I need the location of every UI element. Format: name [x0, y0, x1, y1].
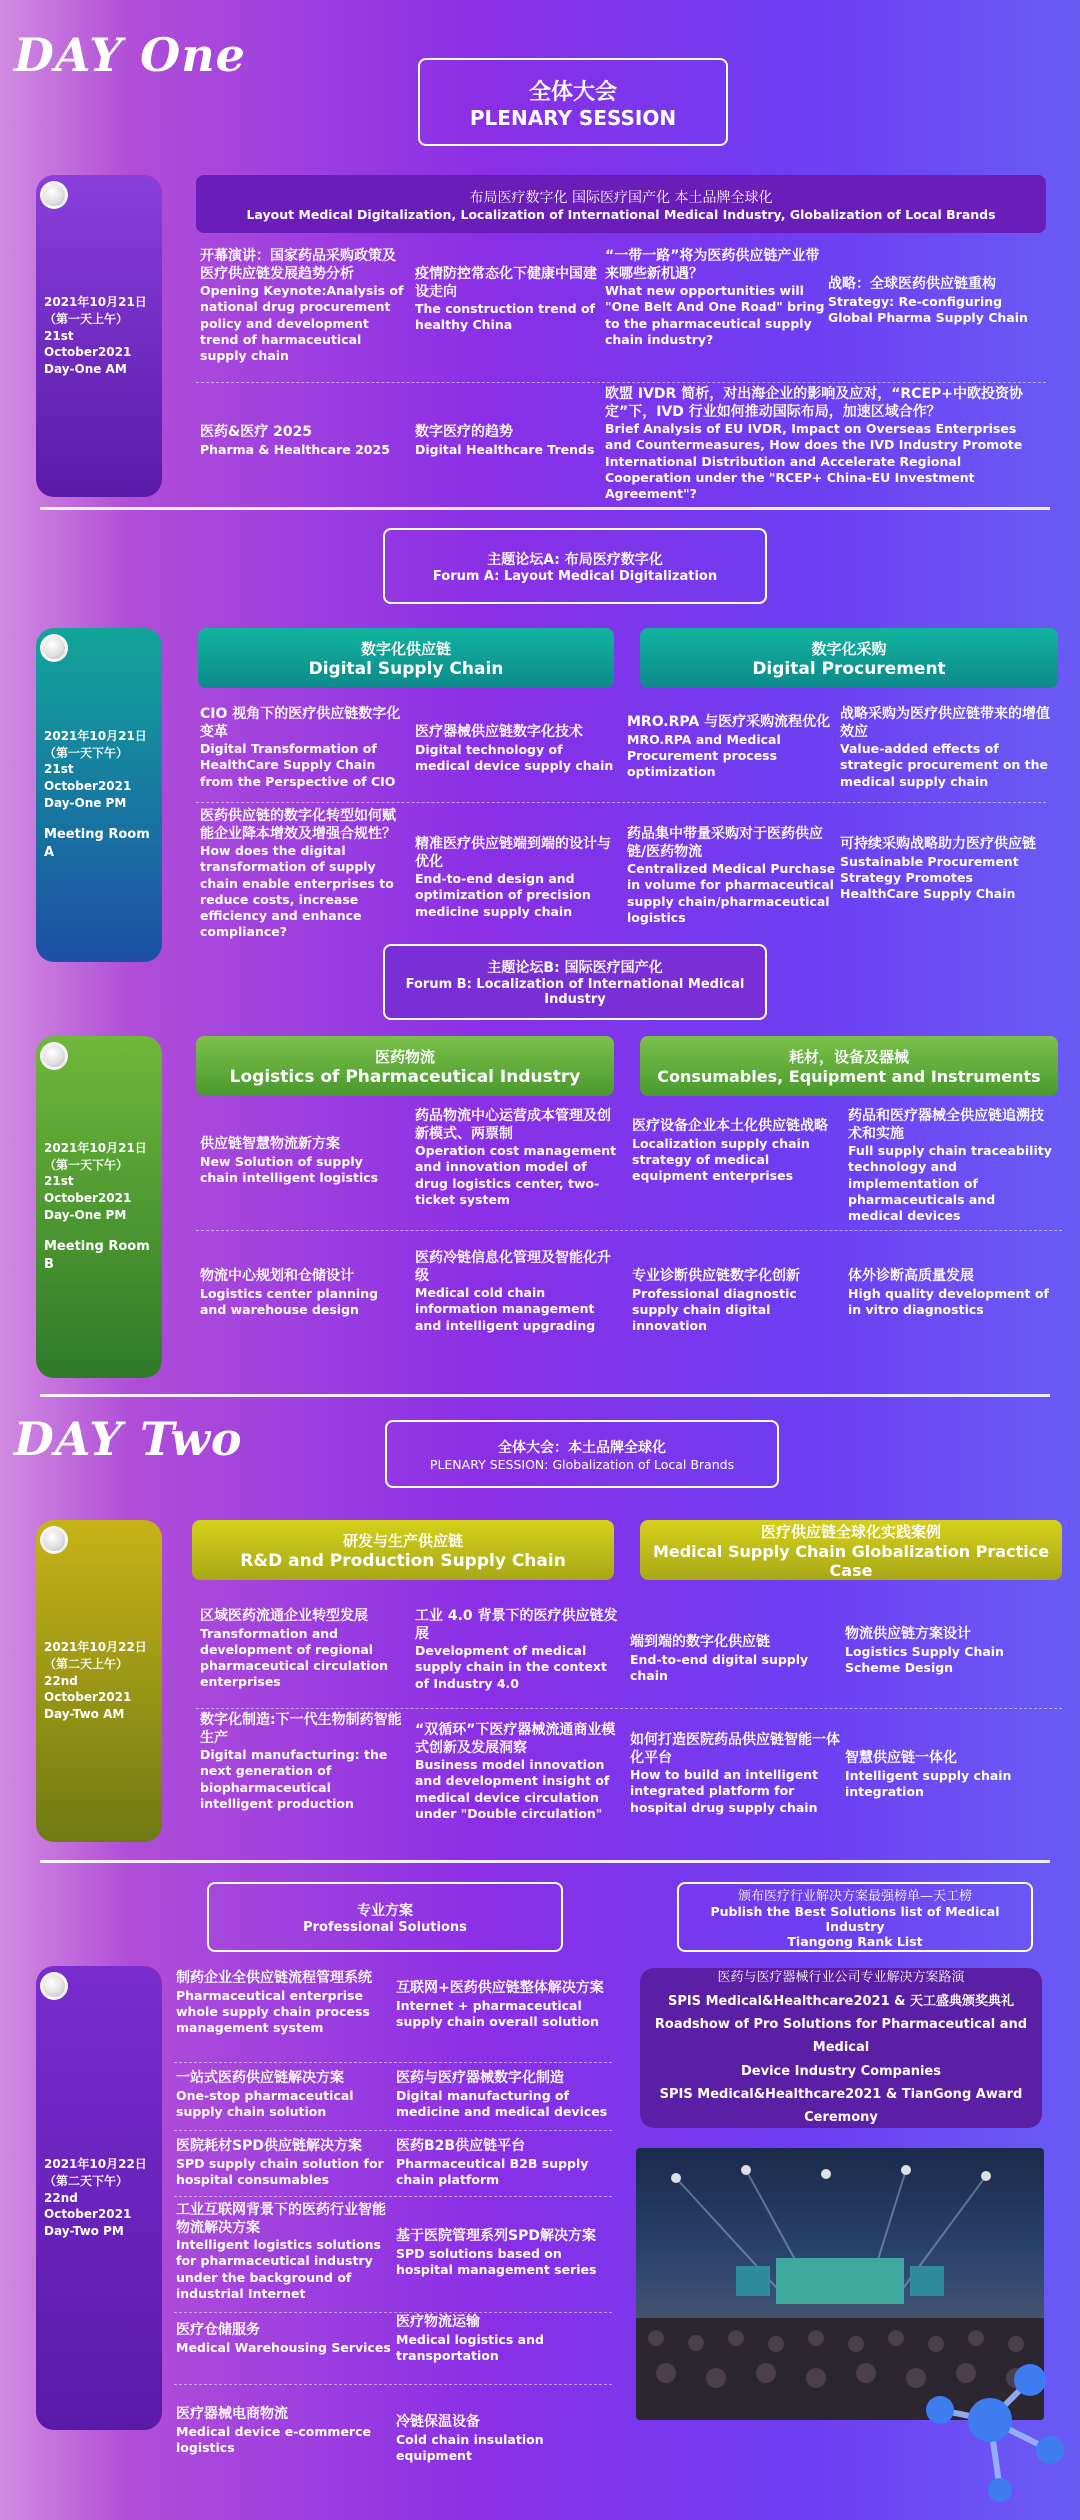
roadshow-line: SPIS Medical&Healthcare2021 & 天工盛典颁奖典礼 [667, 1993, 1015, 2009]
agenda-item: 医疗物流运输 Medical logistics and transportation [396, 2314, 544, 2363]
day2-pm-date-card [36, 1966, 162, 2430]
agenda-item: 供应链智慧物流新方案 New Solution of supply chain intelligent logistics [200, 1136, 379, 1185]
agenda-item: 医药供应链的数字化转型如何赋能企业降本增效及增强合规性？ How does the digital transformation of supply chain enable enterprises to reduce costs, increase efficiency and enhance compliance? [200, 808, 396, 940]
agenda-item: 如何打造医院药品供应链智能一体化平台 How to build an intelligent integrated platform for hospital drug supply chain [630, 1732, 840, 1815]
bullet-dot-icon [40, 1526, 68, 1554]
date-line: 2021年10月21日 [44, 728, 147, 743]
day2-plenary-box [385, 1420, 779, 1488]
agenda-item: 一站式医药供应链解决方案 One-stop pharmaceutical supply chain solution [176, 2070, 354, 2119]
roadshow-box [640, 1968, 1042, 2128]
divider [174, 2384, 612, 2385]
day2-am-date-card [36, 1520, 162, 1842]
date-line: 2021年10月22日 [44, 2157, 147, 2171]
agenda-item: 制药企业全供应链流程管理系统 Pharmaceutical enterprise whole supply chain process management system [176, 1970, 372, 2035]
date-line: Day-Two PM [44, 2224, 124, 2239]
banner-en: Layout Medical Digitalization, Localization of International Medical Industry, Globalization of Local Brands [246, 206, 996, 222]
rank-en: Tiangong Rank List [787, 1934, 923, 1949]
forum-b-date-card [36, 1036, 162, 1378]
forum-b-header-1: 医药物流 Logistics of Pharmaceutical Industry [196, 1036, 614, 1096]
bullet-dot-icon [40, 181, 68, 209]
date-line: 22nd October2021 [44, 1673, 132, 1705]
agenda-item: 战略采购为医疗供应链带来的增值效应 Value-added effects of strategic procurement on the medical supply chain [840, 706, 1050, 789]
meeting-room: Meeting Room A [44, 826, 150, 860]
meeting-room: Meeting Room B [44, 1238, 150, 1272]
banner-cn: 布局医疗数字化 国际医疗国产化 本土品牌全球化 [469, 189, 773, 206]
divider [196, 802, 1046, 803]
forum-a-cn: 主题论坛A: 布局医疗数字化 [487, 551, 663, 568]
agenda-item: 工业互联网背景下的医药行业智能物流解决方案 Intelligent logistics solutions for pharmaceutical industry under the background of industrial Internet [176, 2202, 386, 2301]
day-two-title: DAY Two [14, 1412, 243, 1466]
date-line: （第一天上午） [44, 311, 129, 326]
rank-list-box [677, 1882, 1033, 1952]
forum-a-en: Forum A: Layout Medical Digitalization [432, 568, 718, 584]
agenda-item: 可持续采购战略助力医疗供应链 Sustainable Procurement Strategy Promotes HealthCare Supply Chain [840, 836, 1036, 901]
forum-b-en: Forum B: Localization of International Medical Industry [405, 977, 745, 1007]
agenda-item: 端到端的数字化供应链 End-to-end digital supply chain [630, 1634, 809, 1683]
rank-en: Publish the Best Solutions list of Medical Industry [710, 1904, 1000, 1934]
section-divider [40, 1860, 1050, 1863]
agenda-item: 医药冷链信息化管理及智能化升级 Medical cold chain information management and intelligent upgrading [415, 1250, 611, 1333]
pro-en: Professional Solutions [303, 1919, 467, 1935]
agenda-item: 精准医疗供应链端到端的设计与优化 End-to-end design and optimization of precision medicine supply chain [415, 836, 611, 919]
forum-a-title-box [383, 528, 767, 604]
date-line: Day-One AM [44, 362, 127, 377]
agenda-item: 工业 4.0 背景下的医疗供应链发展 Development of medical supply chain in the context of Industry 4.0 [415, 1608, 618, 1691]
agenda-item: 物流供应链方案设计 Logistics Supply Chain Scheme Design [845, 1626, 1004, 1675]
forum-b-title-box [383, 944, 767, 1020]
agenda-item: 医药B2B供应链平台 Pharmaceutical B2B supply chain platform [396, 2138, 589, 2187]
agenda-item: 开幕演讲：国家药品采购政策及医疗供应链发展趋势分析 Opening Keynote:Analysis of national drug procurement policy and development trend of harmaceutical supply chain [200, 248, 404, 363]
pro-cn: 专业方案 [357, 1902, 413, 1919]
agenda-item: 药品和医疗器械全供应链追溯技术和实施 Full supply chain traceability technology and implementation of pharmaceuticals and medical devices [848, 1108, 1052, 1223]
professional-solutions-box [207, 1882, 563, 1952]
agenda-item: 基于医院管理系列SPD解决方案 SPD solutions based on hospital management series [396, 2228, 597, 2277]
plenary-cn: 全体大会：本土品牌全球化 [498, 1439, 666, 1456]
divider [196, 1230, 1062, 1231]
agenda-item: 智慧供应链一体化 Intelligent supply chain integration [845, 1750, 1012, 1799]
section-divider [40, 1394, 1050, 1397]
plenary-en: PLENARY SESSION [469, 105, 677, 130]
bullet-dot-icon [40, 1972, 68, 2000]
agenda-item: 医疗器械供应链数字化技术 Digital technology of medical device supply chain [415, 724, 614, 773]
divider [174, 2312, 612, 2313]
divider [196, 1708, 1062, 1709]
molecule-decoration-icon [900, 2300, 1080, 2520]
agenda-item: 数字医疗的趋势 Digital Healthcare Trends [415, 424, 595, 457]
agenda-item: 物流中心规划和仓储设计 Logistics center planning and warehouse design [200, 1268, 379, 1317]
agenda-item: 医院耗材SPD供应链解决方案 SPD supply chain solution for hospital consumables [176, 2138, 384, 2187]
date-line: Day-One PM [44, 796, 127, 810]
bullet-dot-icon [40, 1042, 68, 1070]
date-line: 21st October2021 [44, 328, 132, 360]
divider [174, 2196, 612, 2197]
date-line: Day-One PM [44, 1208, 127, 1222]
bullet-dot-icon [40, 634, 68, 662]
divider [174, 2062, 612, 2063]
rank-cn: 颁布医疗行业解决方案最强榜单—天工榜 [737, 1889, 972, 1904]
agenda-item: 医药&医疗 2025 Pharma & Healthcare 2025 [200, 424, 390, 457]
date-line: （第二天下午） [44, 2173, 129, 2188]
agenda-item: 专业诊断供应链数字化创新 Professional diagnostic supply chain digital innovation [632, 1268, 800, 1333]
day1-am-banner [196, 175, 1046, 233]
agenda-item: 疫情防控常态化下健康中国建设走向 The construction trend of healthy China [415, 266, 597, 333]
agenda-item: 体外诊断高质量发展 High quality development of in vitro diagnostics [848, 1268, 1049, 1317]
date-line: Day-Two AM [44, 1707, 125, 1722]
section-divider [40, 507, 1050, 510]
agenda-item: MRO.RPA 与医疗采购流程优化 MRO.RPA and Medical Procurement process optimization [627, 714, 831, 779]
agenda-item: 药品物流中心运营成本管理及创新模式、两票制 Operation cost management and innovation model of drug logistics center, two-ticket system [415, 1108, 617, 1207]
date-line: （第一天下午） [44, 745, 129, 760]
roadshow-line: SPIS Medical&Healthcare2021 & TianGong Award Ceremony [659, 2087, 1023, 2126]
day-one-title: DAY One [14, 28, 246, 82]
forum-b-header-2: 耗材，设备及器械 Consumables, Equipment and Instruments [640, 1036, 1058, 1096]
agenda-item: 医疗仓储服务 Medical Warehousing Services [176, 2322, 391, 2355]
date-line: 2021年10月21日 [44, 295, 147, 309]
plenary-session-box [418, 58, 728, 146]
divider [196, 382, 1046, 383]
agenda-item: 欧盟 IVDR 简析，对出海企业的影响及应对，“RCEP+中欧投资协定”下，IVD 行业如何推动国际布局，加速区域合作？ Brief Analysis of EU IVDR, Impact on Overseas Enterprises and Countermeasures, How does the IVD Industry Promote International Distribution and Accelerate Regional Cooperation under the "RCEP+ China-EU Investment Agreement"? [605, 386, 1024, 501]
date-line: 21st October2021 [44, 762, 132, 794]
roadshow-line: Device Industry Companies [741, 2063, 941, 2079]
agenda-item: 医药与医疗器械数字化制造 Digital manufacturing of medicine and medical devices [396, 2070, 608, 2119]
roadshow-line: Roadshow of Pro Solutions for Pharmaceutical and Medical [654, 2016, 1028, 2056]
plenary-cn: 全体大会 [528, 79, 617, 105]
day1-am-date-card [36, 175, 162, 497]
date-line: 2021年10月22日 [44, 1640, 147, 1654]
agenda-item: “一带一路”将为医药供应链产业带来哪些新机遇？ What new opportunities will "One Belt And One Road" bring to the pharmaceutical supply chain industry? [605, 248, 825, 347]
forum-a-date-card [36, 628, 162, 962]
agenda-item: 区域医药流通企业转型发展 Transformation and development of regional pharmaceutical circulation enterprises [200, 1608, 389, 1690]
agenda-item: 医疗设备企业本土化供应链战略 Localization supply chain strategy of medical equipment enterprises [632, 1118, 828, 1183]
date-line: 2021年10月21日 [44, 1140, 147, 1155]
plenary-en: PLENARY SESSION: Globalization of Local Brands [429, 1456, 735, 1472]
agenda-item: 战略：全球医药供应链重构 Strategy: Re-configuring Global Pharma Supply Chain [828, 276, 1028, 325]
day2-am-header-1: 研发与生产供应链 R&D and Production Supply Chain [192, 1520, 614, 1580]
agenda-item: CIO 视角下的医疗供应链数字化变革 Digital Transformation of HealthCare Supply Chain from the Perspective of CIO [200, 706, 401, 789]
divider [174, 2130, 612, 2131]
agenda-item: 互联网+医药供应链整体解决方案 Internet + pharmaceutical supply chain overall solution [396, 1980, 604, 2029]
forum-b-cn: 主题论坛B: 国际医疗国产化 [487, 960, 663, 976]
date-line: 21st October2021 [44, 1174, 132, 1206]
roadshow-line: 医药与医疗器械行业公司专业解决方案路演 [717, 1970, 965, 1986]
day2-am-header-2: 医疗供应链全球化实践案例 Medical Supply Chain Globalization Practice Case [640, 1520, 1062, 1580]
agenda-item: 药品集中带量采购对于医药供应链/医药物流 Centralized Medical Purchase in volume for pharmaceutical supply chain/pharmaceutical logistics [627, 826, 836, 925]
forum-a-header-1: 数字化供应链 Digital Supply Chain [198, 628, 614, 688]
agenda-item: 冷链保温设备 Cold chain insulation equipment [396, 2414, 544, 2463]
date-line: 22nd October2021 [44, 2190, 132, 2222]
date-line: （第一天下午） [44, 1157, 129, 1172]
date-line: （第二天上午） [44, 1656, 129, 1671]
forum-a-header-2: 数字化采购 Digital Procurement [640, 628, 1058, 688]
agenda-item: “双循环”下医疗器械流通商业模式创新及发展洞察 Business model innovation and development insight of medical device circulation under "Double circulation" [415, 1722, 616, 1821]
agenda-item: 医疗器械电商物流 Medical device e-commerce logistics [176, 2406, 371, 2455]
agenda-item: 数字化制造:下一代生物制药智能生产 Digital manufacturing: the next generation of biopharmaceutical intelligent production [200, 1712, 402, 1811]
